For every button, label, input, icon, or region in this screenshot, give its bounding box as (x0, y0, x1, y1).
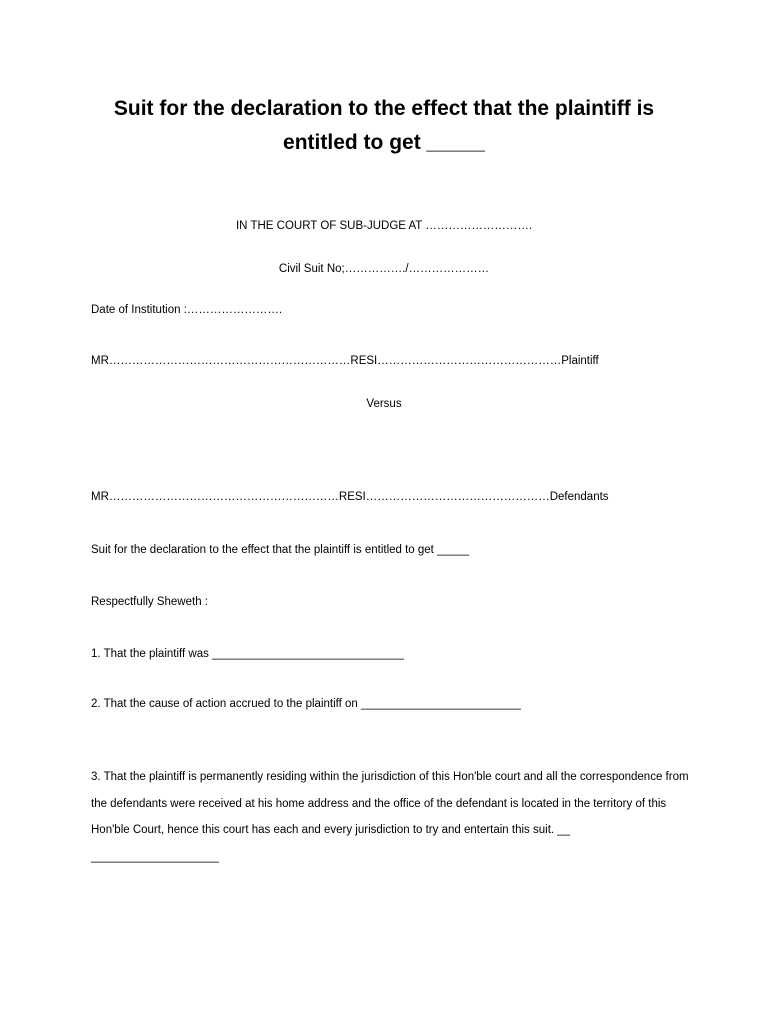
defendants-line: MR……………………………………………………RESI…………………………………………Defendants (91, 491, 609, 503)
title-line-1: Suit for the declaration to the effect that the plaintiff is (113, 97, 655, 120)
point-1: 1. That the plaintiff was ______________________________ (91, 648, 404, 660)
versus-label: Versus (366, 398, 402, 410)
civil-suit-number: Civil Suit No;……………./………………… (278, 263, 490, 275)
plaintiff-line: MR………………………………………………………RESI…………………………………………Plaintiff (91, 355, 599, 367)
point-2: 2. That the cause of action accrued to the plaintiff on _________________________ (91, 698, 521, 710)
suit-subject: Suit for the declaration to the effect that the plaintiff is entitled to get _____ (91, 544, 470, 556)
respectfully-sheweth: Respectfully Sheweth : (91, 596, 208, 608)
point-3: 3. That the plaintiff is permanently residing within the jurisdiction of this Hon'ble court and all the correspondence from the defendants were received at his home address and the office of the defendant is located in the territory of this Hon'ble Court, hence this court has each and every jurisdiction to try and entertain this suit. __ ____________________ (91, 771, 689, 863)
date-of-institution: Date of Institution :……………………. (91, 304, 283, 316)
title-line-2: entitled to get _____ (283, 131, 485, 154)
document-title (60, 92, 708, 160)
court-line: IN THE COURT OF SUB-JUDGE AT ………………………. (235, 220, 533, 232)
